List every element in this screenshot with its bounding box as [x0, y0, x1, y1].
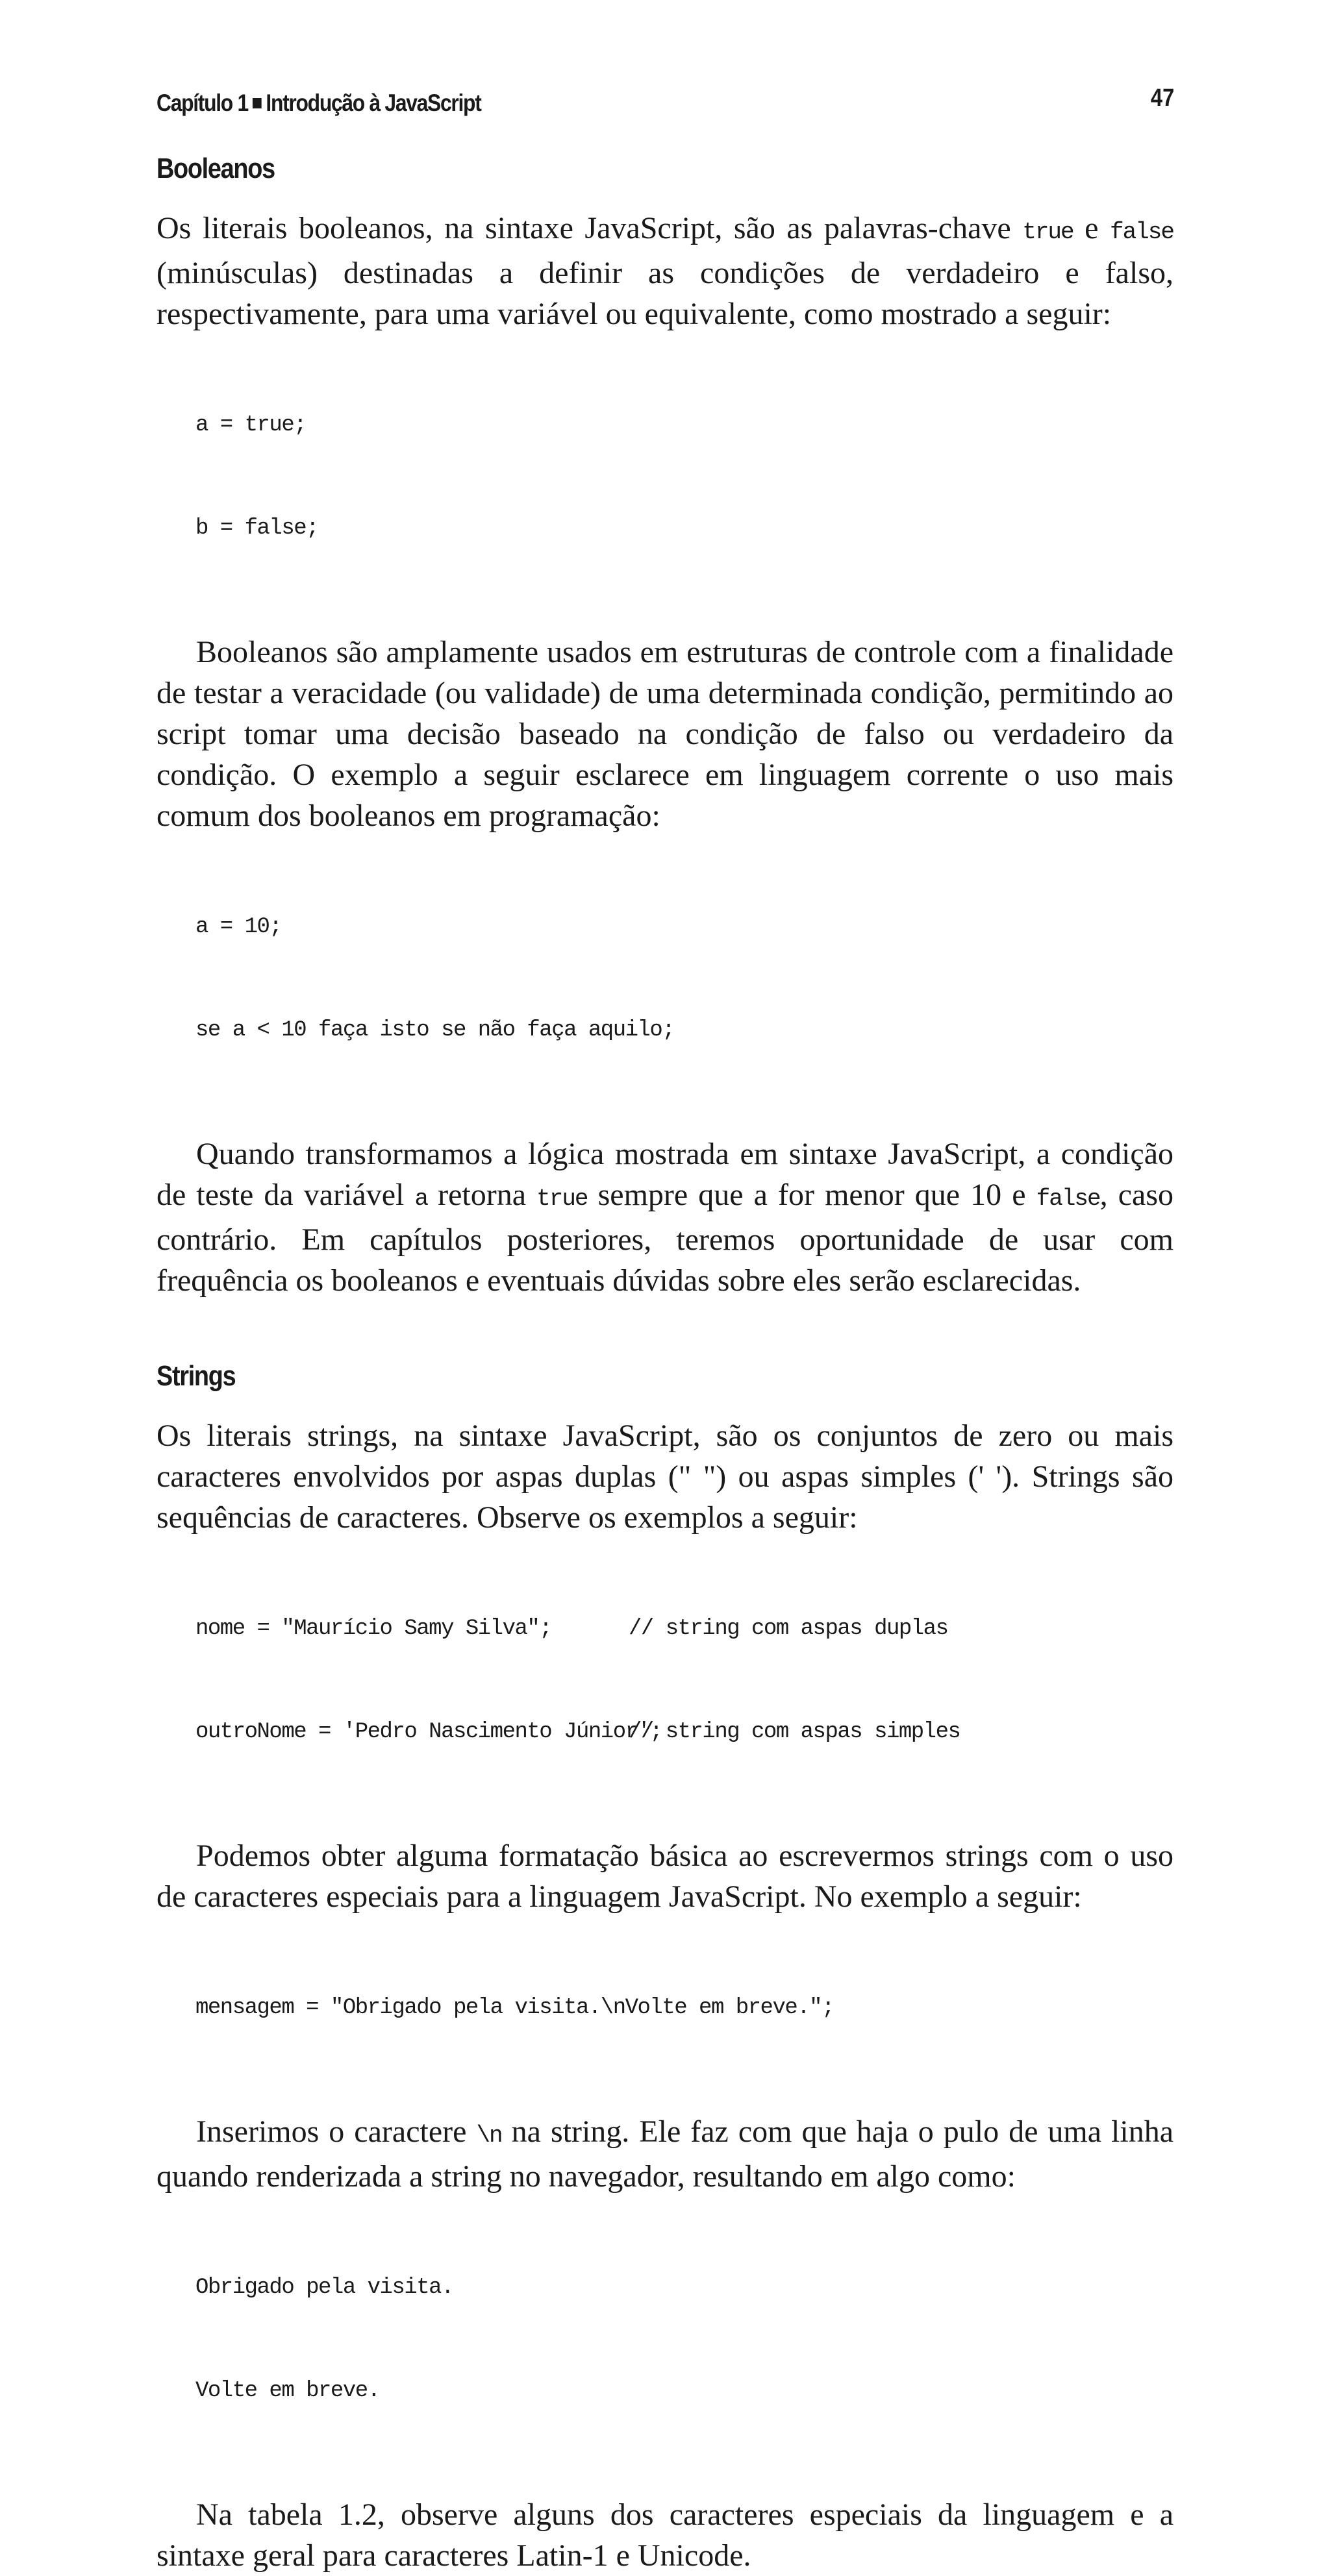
paragraph [157, 208, 1173, 334]
code-comment: // string com aspas simples [629, 1720, 960, 1744]
paragraph [157, 1133, 1173, 1301]
code-block [195, 1543, 1173, 1818]
code-line: a = true; [195, 413, 307, 438]
paragraph: Booleanos são amplamente usados em estruturas de controle com a finalidade de testar a veracidade (ou validade) de uma determinada condição, permitindo ao script tomar uma decisão baseado na condição de falso ou verdadeiro da condição. O exemplo a seguir esclarece em linguagem corrente o uso mais comum dos booleanos em programação: [157, 635, 1173, 833]
text-run: Quando transformamos a lógica mostrada em sintaxe JavaScript, a condição de teste da variável [157, 1137, 1173, 1212]
code-block [195, 1922, 1173, 2094]
code-text: outroNome = 'Pedro Nascimento Júnior'; [195, 1720, 662, 1744]
text-run: (minúsculas) destinadas a definir as condições de verdadeiro e falso, respectivamente, para uma variável ou equivalente, como mostrado a seguir: [157, 256, 1173, 331]
inline-code: \n [476, 2122, 502, 2149]
paragraph: Podemos obter alguma formatação básica ao escrevermos strings com o uso de caracteres especiais para a linguagem JavaScript. No exemplo a seguir: [157, 1839, 1173, 1914]
inline-code: true [536, 1185, 588, 1212]
text-run: Inserimos o caractere [196, 2114, 477, 2149]
text-run: Os literais booleanos, na sintaxe JavaScript, são as palavras-chave [157, 211, 1023, 245]
code-line: a = 10; [195, 915, 282, 939]
code-comment: // string com aspas duplas [629, 1616, 948, 1641]
code-line [195, 1715, 1173, 1750]
paragraph [157, 2111, 1173, 2197]
code-line: se a < 10 faça isto se não faça aquilo; [195, 1018, 675, 1043]
page-content [157, 151, 1173, 2576]
inline-code: false [1036, 1185, 1100, 1212]
text-run: sempre que a for menor que 10 e [587, 1178, 1036, 1212]
page-number: 47 [1150, 84, 1174, 112]
paragraph: Na tabela 1.2, observe alguns dos caracteres especiais da linguagem e a sintaxe geral para caracteres Latin-1 e Unicode. [157, 2497, 1173, 2573]
code-line: b = false; [195, 516, 319, 541]
text-run: e [1073, 211, 1110, 245]
section-title-booleanos: Booleanos [157, 153, 275, 184]
code-line: mensagem = "Obrigado pela visita.\nVolte em breve."; [195, 1996, 834, 2020]
section-title-strings: Strings [157, 1360, 236, 1392]
code-block [195, 340, 1173, 615]
code-line: Volte em breve. [195, 2379, 380, 2403]
chapter-title: Introdução à JavaScript [266, 90, 481, 116]
code-block [195, 2202, 1173, 2477]
running-head [157, 90, 481, 117]
inline-code: true [1022, 219, 1073, 245]
square-bullet-icon [253, 98, 262, 108]
inline-code: false [1109, 219, 1174, 245]
text-run: na string. Ele faz com que haja o pulo de uma linha quando renderizada a string no navegador, resultando em algo como: [157, 2114, 1173, 2194]
code-line: Obrigado pela visita. [195, 2275, 453, 2300]
code-text: nome = "Maurício Samy Silva"; [195, 1616, 552, 1641]
paragraph: Os literais strings, na sintaxe JavaScript, são os conjuntos de zero ou mais caracteres envolvidos por aspas duplas (" ") ou aspas simples (' '). Strings são sequências de caracteres. Observe os exemplos a seguir: [157, 1418, 1173, 1535]
inline-code: a [414, 1185, 428, 1212]
code-line [195, 1612, 1173, 1646]
chapter-label: Capítulo 1 [157, 90, 248, 116]
text-run: retorna [427, 1178, 537, 1212]
code-block [195, 841, 1173, 1117]
text-run: , caso contrário. Em capítulos posteriores, teremos oportunidade de usar com frequência os booleanos e eventuais dúvidas sobre eles serão esclarecidas. [157, 1178, 1174, 1298]
